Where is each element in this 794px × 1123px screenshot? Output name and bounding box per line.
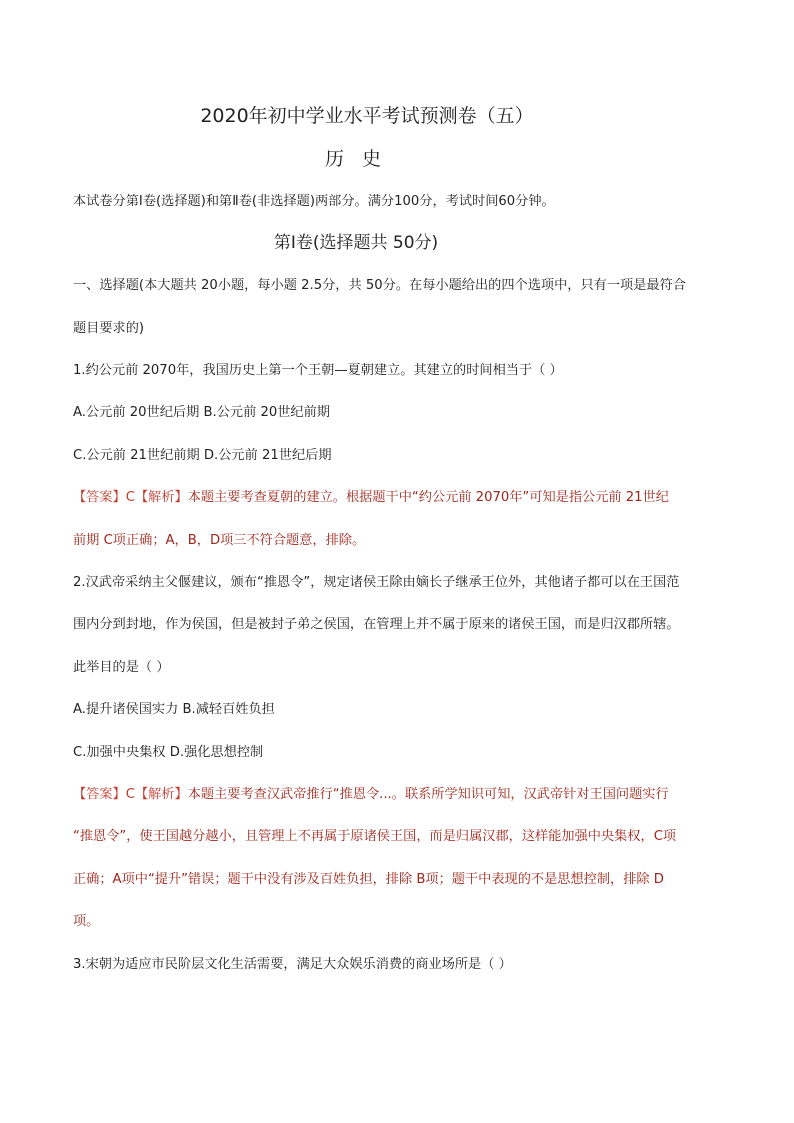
question-3-stem: 3.宋朝为适应市民阶层文化生活需要，满足大众娱乐消费的商业场所是（ ）	[73, 957, 512, 972]
section-title: 第Ⅰ卷(选择题共 50分)	[273, 233, 439, 253]
answer-text: 本题主要考查夏朝的建立。根据题干中“约公元前 2070年”可知是指公元前 21世纪	[187, 490, 669, 505]
question-2-stem-line-3: 此举目的是（ ）	[73, 660, 170, 675]
subject-title: 历 史	[324, 148, 388, 170]
instructions-line-2: 题目要求的)	[73, 321, 145, 336]
answer-tag: 【答案】C【解析】	[73, 490, 188, 505]
question-2-answer-line-2: “推恩令”，使王国越分越小，且管理上不再属于原诸侯王国，而是归属汉郡，这样能加强中央集权，C项	[73, 829, 677, 844]
question-2-answer-line-3: 正确；A项中“提升”错误；题干中没有涉及百姓负担，排除 B项；题干中表现的不是思想控制，排除 D	[73, 872, 664, 887]
answer-text: 本题主要考查汉武帝推行“推恩令...。联系所学知识可知，汉武帝针对王国问题实行	[187, 787, 669, 802]
question-1-options-cd: C.公元前 21世纪前期 D.公元前 21世纪后期	[73, 448, 332, 463]
question-1-stem: 1.约公元前 2070年，我国历史上第一个王朝—夏朝建立。其建立的时间相当于（ ）	[73, 363, 563, 378]
question-2-answer-line-4: 项。	[73, 914, 100, 929]
question-1-options-ab: A.公元前 20世纪后期 B.公元前 20世纪前期	[73, 405, 330, 420]
question-1-answer-line-1	[73, 489, 669, 507]
answer-tag: 【答案】C【解析】	[73, 787, 188, 802]
exam-intro: 本试卷分第Ⅰ卷(选择题)和第Ⅱ卷(非选择题)两部分。满分100分，考试时间60分钟。	[73, 194, 555, 209]
question-2-options-cd: C.加强中央集权 D.强化思想控制	[73, 745, 264, 760]
question-2-answer-line-1	[73, 786, 669, 804]
question-2-stem-line-2: 围内分到封地，作为侯国，但是被封子弟之侯国，在管理上并不属于原来的诸侯王国，而是归汉郡所辖。	[73, 617, 680, 632]
question-1-answer-line-2: 前期 C项正确；A，B，D项三不符合题意，排除。	[73, 533, 366, 548]
instructions-line-1: 一、选择题(本大题共 20小题，每小题 2.5分，共 50分。在每小题给出的四个选项中，只有一项是最符合	[73, 278, 686, 293]
question-2-options-ab: A.提升诸侯国实力 B.减轻百姓负担	[73, 702, 275, 717]
page-title: 2020年初中学业水平考试预测卷（五）	[200, 105, 534, 127]
question-2-stem-line-1: 2.汉武帝采纳主父偃建议，颁布“推恩令”，规定诸侯王除由嫡长子继承王位外，其他诸子都可以在王国范	[73, 575, 680, 590]
